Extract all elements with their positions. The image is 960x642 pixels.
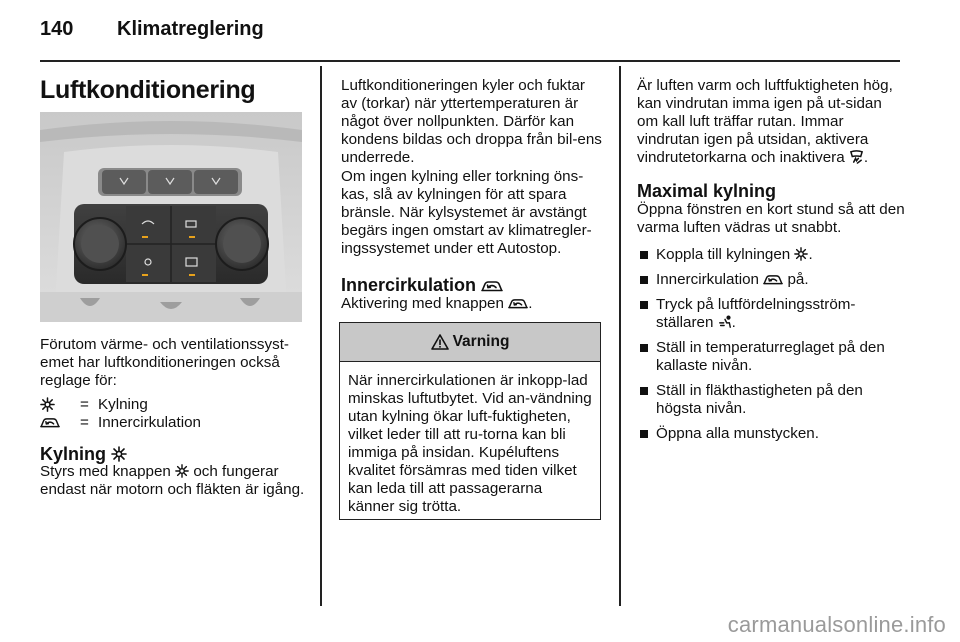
watermark: carmanualsonline.info <box>727 612 946 637</box>
column-divider <box>320 66 322 606</box>
cooling-text-start: Styrs med knappen <box>40 463 171 480</box>
legend-label-recirculation: Innercirkulation <box>98 414 201 431</box>
snowflake-icon <box>794 247 808 261</box>
recirculation-heading <box>341 275 603 296</box>
list-item: Ställ in fläkthastigheten på den högsta nivån. <box>637 382 905 418</box>
max-cooling-heading: Maximal kylning <box>637 181 777 201</box>
warning-text: När innercirkulationen är inkopp-lad minskas luftutbytet. Vid an-vändning utan kylning ökar luft-fuktigheten, vilket leder till att ru-torna kan bli immiga på insidan. Kupéluftens kvalitet försämras med tiden vilket kan leda till att passagerarna känner sig trötta. <box>348 372 592 515</box>
section-title: Luftkonditionering <box>40 76 256 104</box>
warning-title: Varning <box>452 333 510 350</box>
snowflake-icon <box>40 397 55 412</box>
legend-label-cooling: Kylning <box>98 396 148 413</box>
column-divider <box>619 66 621 606</box>
warning-box <box>339 322 601 520</box>
list-item: Ställ in temperaturreglaget på den kallaste nivån. <box>637 339 905 375</box>
intro-paragraph: Förutom värme- och ventilationssyst-emet har luftkonditioneringen också reglage för: <box>40 336 289 389</box>
recirculation-paragraph: Aktivering med knappen . <box>341 295 533 312</box>
warning-header <box>340 323 600 362</box>
page-number: 140 <box>40 18 74 40</box>
ac-paragraph-2: Om ingen kylning eller torkning öns-kas, slå av kylningen för att spara bränsle. När kylsystemet är avstängt begärs ingen omstart av klimatregler-ingssystemet under ett Autostop. <box>341 168 592 257</box>
header-rule <box>40 60 900 62</box>
climate-control-panel-photo <box>40 112 302 322</box>
legend-row-recirculation <box>40 414 308 432</box>
cooling-heading <box>40 444 308 465</box>
legend-equals: = <box>80 396 89 413</box>
recirculation-icon <box>40 416 60 429</box>
fog-text: Är luften varm och luftfuktigheten hög, kan vindrutan imma igen på ut-sidan om kall luft träffar rutan. Immar vindrutan igen på utsidan, aktivera vindrutetorkarna och inaktivera <box>637 77 893 166</box>
fog-paragraph: Är luften varm och luftfuktigheten hög, kan vindrutan imma igen på ut-sidan om kall luft träffar rutan. Immar vindrutan igen på utsidan, aktivera vindrutetorkarna och inaktivera . <box>637 77 893 166</box>
warning-triangle-icon <box>431 334 449 350</box>
cooling-heading-text: Kylning <box>40 444 106 464</box>
recirculation-icon <box>763 273 783 286</box>
floor-airflow-icon <box>718 315 732 329</box>
legend-row-cooling <box>40 396 308 414</box>
max-cooling-steps <box>637 246 905 450</box>
recirculation-icon <box>508 297 528 310</box>
snowflake-icon <box>111 446 127 462</box>
recirculation-heading-text: Innercirkulation <box>341 275 477 295</box>
list-item: Innercirkulation på. <box>637 271 905 289</box>
snowflake-icon <box>175 464 189 478</box>
recirculation-text: Aktivering med knappen <box>341 295 504 312</box>
max-cooling-intro: Öppna fönstren en kort stund så att den varma luften vädras ut snabbt. <box>637 201 905 236</box>
legend-equals: = <box>80 414 89 431</box>
list-item: Tryck på luftfördelningsström-ställaren . <box>637 296 905 332</box>
ac-paragraph-1: Luftkonditioneringen kyler och fuktar av (torkar) när yttertemperaturen är något över nollpunkten. Därför kan kondens bildas och droppa från bil-ens underrede. <box>341 77 602 166</box>
cooling-text-end: och fungerar endast när motorn och fläkten är igång. <box>40 463 305 498</box>
chapter-title: Klimatreglering <box>117 18 264 40</box>
list-item: Koppla till kylningen . <box>637 246 905 264</box>
cooling-paragraph <box>40 463 308 499</box>
recirculation-icon <box>481 279 503 293</box>
windshield-defrost-icon <box>849 149 864 164</box>
list-item: Öppna alla munstycken. <box>637 425 905 443</box>
